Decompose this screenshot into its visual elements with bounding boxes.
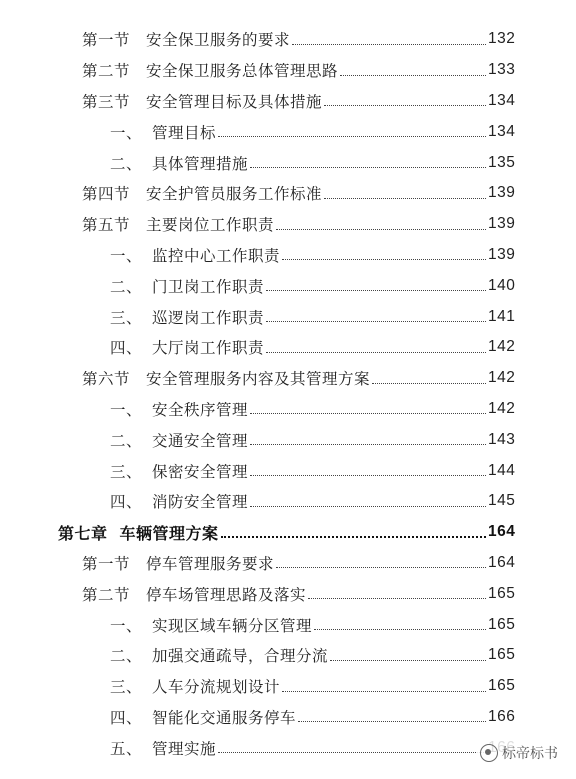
toc-entry-number: 三、: [110, 462, 143, 481]
toc-entry-page: 166: [488, 707, 516, 725]
toc-entry-label: [110, 306, 264, 328]
toc-entry-title: 主要岗位工作职责: [146, 216, 275, 235]
toc-entry-label: [110, 244, 280, 266]
toc-entry-title: 安全管理目标及具体措施: [146, 92, 323, 111]
toc-entry-title: 巡逻岗工作职责: [152, 308, 265, 327]
toc-entry-number: 三、: [110, 678, 143, 697]
toc-entry-number: 四、: [110, 493, 143, 512]
toc-entry-label: [82, 552, 274, 574]
toc-entry-label: [82, 367, 370, 389]
watermark: [476, 741, 562, 765]
toc-entry-label: [110, 460, 248, 482]
toc-entry[interactable]: [0, 424, 576, 455]
toc-entry-page: 142: [488, 338, 516, 356]
toc-entry-number: 三、: [110, 308, 143, 327]
toc-entry-label: [82, 182, 322, 204]
toc-entry-title: 实现区域车辆分区管理: [152, 616, 313, 635]
toc-entry-title: 安全保卫服务总体管理思路: [146, 62, 339, 81]
toc-entry-label: [82, 59, 338, 81]
toc-entry-page: 139: [488, 184, 516, 202]
toc-entry-title: 监控中心工作职责: [152, 246, 281, 265]
toc-entry-title: 管理实施: [152, 739, 217, 758]
toc-entry-title: 安全保卫服务的要求: [146, 31, 291, 50]
toc-entry-title: 车辆管理方案: [119, 523, 219, 543]
toc-entry[interactable]: [0, 240, 576, 271]
toc-entry-title: 安全管理服务内容及其管理方案: [146, 370, 371, 389]
toc-entry-number: 第四节: [82, 185, 131, 204]
toc-entry[interactable]: [0, 332, 576, 363]
toc-entry-page: 142: [488, 369, 516, 387]
toc-entry-page: 165: [488, 646, 516, 664]
toc-entry-title: 消防安全管理: [152, 493, 249, 512]
toc-entry-label: [82, 28, 290, 50]
toc-entry-number: 二、: [110, 431, 143, 450]
toc-entry-number: 一、: [110, 246, 143, 265]
toc-entry-number: 四、: [110, 708, 143, 727]
toc-entry[interactable]: [0, 640, 576, 671]
toc-entry-page: 164: [488, 523, 516, 541]
toc-entry-label: [110, 644, 328, 666]
dot-leader: [308, 597, 486, 599]
toc-entry-title: 门卫岗工作职责: [152, 277, 265, 296]
toc-entry-page: 165: [488, 615, 516, 633]
toc-entry-title: 保密安全管理: [152, 462, 249, 481]
dot-leader: [340, 74, 486, 76]
dot-leader: [282, 258, 486, 260]
toc-entry-label: [110, 152, 248, 174]
dot-leader: [372, 382, 486, 384]
toc-entry-number: 第一节: [82, 31, 131, 50]
toc-entry-page: 139: [488, 245, 516, 263]
table-of-contents: [0, 24, 576, 763]
dot-leader: [218, 135, 486, 137]
dot-leader: [250, 443, 486, 445]
toc-entry[interactable]: [0, 147, 576, 178]
wechat-icon: [480, 744, 498, 762]
dot-leader: [330, 659, 486, 661]
toc-entry-label: [82, 583, 306, 605]
toc-entry-label: [110, 121, 216, 143]
toc-entry-number: 第六节: [82, 370, 131, 389]
dot-leader: [314, 628, 486, 630]
toc-entry-page: 135: [488, 153, 516, 171]
toc-entry-title: 智能化交通服务停车: [152, 708, 297, 727]
dot-leader: [292, 43, 486, 45]
dot-leader: [250, 474, 486, 476]
toc-entry-page: 165: [488, 584, 516, 602]
toc-entry-number: 第二节: [82, 62, 131, 81]
dot-leader: [282, 690, 486, 692]
toc-entry[interactable]: [0, 702, 576, 733]
toc-entry-page: 139: [488, 215, 516, 233]
toc-entry-number: 二、: [110, 647, 143, 666]
toc-entry-label: [110, 490, 248, 512]
toc-entry[interactable]: [0, 578, 576, 609]
dot-leader: [221, 535, 486, 538]
toc-entry-number: 五、: [110, 739, 143, 758]
toc-entry-label: [110, 336, 264, 358]
toc-entry-page: 164: [488, 553, 516, 571]
toc-entry-label: [110, 275, 264, 297]
toc-entry-number: 一、: [110, 123, 143, 142]
toc-entry-title: 停车管理服务要求: [146, 554, 275, 573]
dot-leader: [298, 720, 486, 722]
toc-entry-page: 142: [488, 399, 516, 417]
toc-entry-page: 140: [488, 276, 516, 294]
toc-entry-label: [110, 398, 248, 420]
toc-entry[interactable]: [0, 363, 576, 394]
toc-entry-label: [58, 521, 219, 544]
toc-entry-title: 加强交通疏导，合理分流: [152, 647, 329, 666]
toc-entry[interactable]: [0, 301, 576, 332]
toc-entry-label: [110, 737, 216, 759]
toc-entry-number: 第一节: [82, 554, 131, 573]
toc-entry[interactable]: [0, 517, 576, 548]
toc-entry[interactable]: [0, 455, 576, 486]
toc-entry[interactable]: [0, 671, 576, 702]
toc-entry[interactable]: [0, 394, 576, 425]
toc-entry-page: 144: [488, 461, 516, 479]
toc-entry-number: 二、: [110, 277, 143, 296]
toc-entry-title: 具体管理措施: [152, 154, 249, 173]
dot-leader: [266, 320, 486, 322]
toc-entry[interactable]: [0, 486, 576, 517]
toc-entry-label: [110, 706, 296, 728]
toc-entry[interactable]: [0, 116, 576, 147]
toc-entry-page: 134: [488, 91, 516, 109]
toc-entry-page: 141: [488, 307, 516, 325]
dot-leader: [276, 566, 486, 568]
toc-entry-label: [82, 90, 322, 112]
toc-entry[interactable]: [0, 24, 576, 55]
toc-entry[interactable]: [0, 55, 576, 86]
toc-entry[interactable]: [0, 178, 576, 209]
toc-entry-number: 第二节: [82, 585, 131, 604]
toc-entry-page: 132: [488, 30, 516, 48]
toc-entry-page: 133: [488, 61, 516, 79]
toc-entry-label: [110, 614, 312, 636]
dot-leader: [324, 197, 486, 199]
toc-entry-number: 一、: [110, 616, 143, 635]
toc-entry-number: 一、: [110, 400, 143, 419]
toc-entry-page: 143: [488, 430, 516, 448]
dot-leader: [266, 289, 486, 291]
watermark-text: 标帝标书: [502, 746, 558, 762]
toc-entry[interactable]: [0, 270, 576, 301]
toc-entry-title: 安全护管员服务工作标准: [146, 185, 323, 204]
dot-leader: [250, 412, 486, 414]
toc-entry-title: 停车场管理思路及落实: [146, 585, 307, 604]
toc-entry[interactable]: [0, 548, 576, 579]
toc-entry-page: 134: [488, 122, 516, 140]
toc-entry-number: 第三节: [82, 92, 131, 111]
dot-leader: [276, 228, 486, 230]
toc-entry[interactable]: [0, 209, 576, 240]
toc-entry-number: 第七章: [58, 523, 108, 543]
dot-leader: [250, 166, 486, 168]
dot-leader: [250, 505, 486, 507]
toc-entry[interactable]: [0, 86, 576, 117]
toc-entry-label: [110, 675, 280, 697]
dot-leader: [266, 351, 486, 353]
dot-leader: [324, 104, 486, 106]
toc-entry-title: 管理目标: [152, 123, 217, 142]
toc-entry-number: 二、: [110, 154, 143, 173]
toc-entry-number: 四、: [110, 339, 143, 358]
toc-entry-title: 人车分流规划设计: [152, 678, 281, 697]
toc-entry-number: 第五节: [82, 216, 131, 235]
dot-leader: [218, 751, 486, 753]
toc-entry-label: [82, 213, 274, 235]
toc-entry-title: 交通安全管理: [152, 431, 249, 450]
toc-entry-label: [110, 429, 248, 451]
toc-entry-title: 安全秩序管理: [152, 400, 249, 419]
toc-entry-page: 165: [488, 677, 516, 695]
toc-entry[interactable]: [0, 609, 576, 640]
toc-entry-title: 大厅岗工作职责: [152, 339, 265, 358]
toc-entry-page: 145: [488, 492, 516, 510]
